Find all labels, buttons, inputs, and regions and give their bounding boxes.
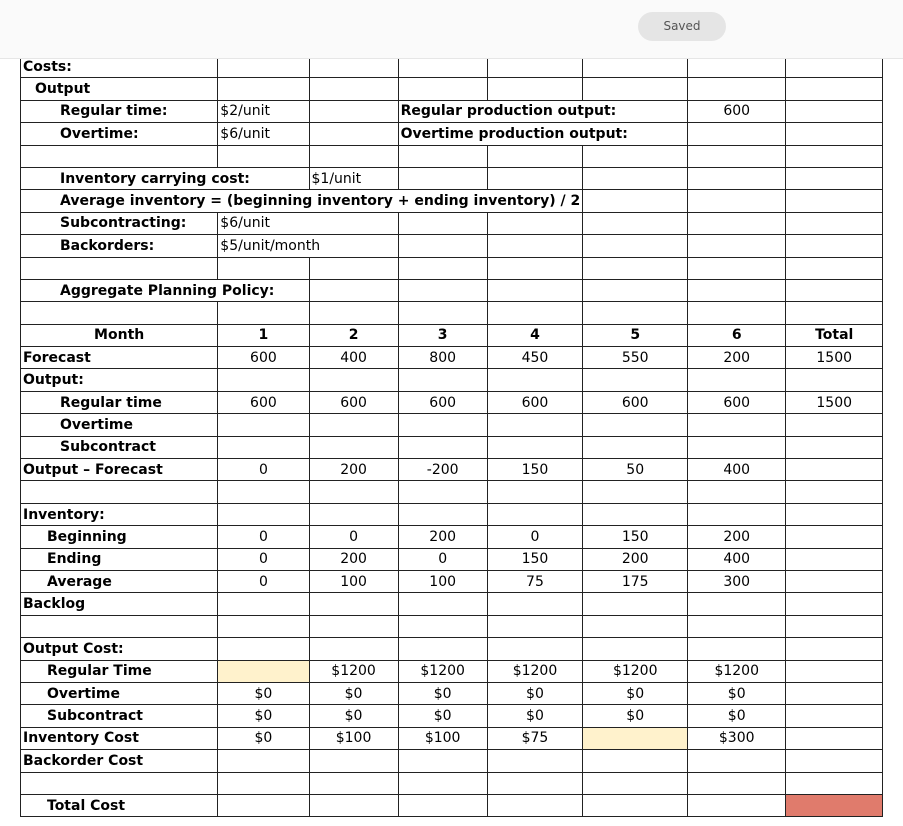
overtime-production-output-value[interactable] (688, 123, 786, 145)
subcontract-cost-cell[interactable]: $0 (398, 705, 487, 727)
inventory-cost-label: Inventory Cost (21, 727, 218, 749)
subcontract-cost-row (21, 705, 883, 727)
month-label: Month (21, 324, 218, 346)
overtime-row (21, 414, 883, 436)
month-3: 3 (398, 324, 487, 346)
average-inventory-formula: Average inventory = (beginning inventory + ending inventory) / 2 (21, 190, 583, 212)
forecast-cell[interactable]: 400 (309, 347, 398, 369)
average-cell[interactable]: 300 (688, 570, 786, 592)
regular-time-cell[interactable]: 600 (309, 391, 398, 413)
forecast-total[interactable]: 1500 (786, 347, 883, 369)
regular-time-label: Regular time (21, 391, 218, 413)
output-label: Output (21, 78, 218, 100)
forecast-cell[interactable]: 450 (487, 347, 583, 369)
month-5: 5 (583, 324, 688, 346)
beginning-cell[interactable]: 200 (688, 526, 786, 548)
output-minus-forecast-row (21, 459, 883, 481)
backlog-label: Backlog (21, 593, 218, 615)
regular-time-cost-label: Regular time: (21, 100, 218, 122)
total-cost-row (21, 794, 883, 816)
total-cost-cell[interactable] (786, 794, 883, 816)
subcontract-cost-cell[interactable]: $0 (688, 705, 786, 727)
regular-time-cost-row (21, 660, 883, 682)
regular-time-cell[interactable]: 600 (583, 391, 688, 413)
output-cost-label: Output Cost: (21, 638, 218, 660)
beginning-cell[interactable]: 200 (398, 526, 487, 548)
overtime-production-output-label: Overtime production output: (398, 123, 688, 145)
regular-time-cost-cell[interactable]: $1200 (583, 660, 688, 682)
output-minus-forecast-cell[interactable]: 200 (309, 459, 398, 481)
regular-time-total[interactable]: 1500 (786, 391, 883, 413)
regular-time-cost-cell[interactable]: $1200 (688, 660, 786, 682)
regular-time-cost-value[interactable]: $2/unit (218, 100, 309, 122)
top-bar (0, 0, 903, 59)
inventory-carrying-cost-label: Inventory carrying cost: (21, 167, 310, 189)
subcontract-row (21, 436, 883, 458)
regular-time-cost-cell-highlighted[interactable] (218, 660, 309, 682)
plan-output-label: Output: (21, 369, 218, 391)
forecast-cell[interactable]: 200 (688, 347, 786, 369)
total-label: Total (786, 324, 883, 346)
regular-time-cost-row-label: Regular Time (21, 660, 218, 682)
inventory-label: Inventory: (21, 503, 218, 525)
subcontract-cost-cell[interactable]: $0 (583, 705, 688, 727)
inventory-cost-cell[interactable]: $100 (398, 727, 487, 749)
inventory-cost-cell[interactable]: $0 (218, 727, 309, 749)
beginning-cell[interactable]: 0 (218, 526, 309, 548)
total-cost-label: Total Cost (21, 794, 218, 816)
forecast-cell[interactable]: 550 (583, 347, 688, 369)
beginning-cell[interactable]: 150 (583, 526, 688, 548)
subcontracting-label: Subcontracting: (21, 212, 218, 234)
forecast-row (21, 347, 883, 369)
ending-cell[interactable]: 150 (487, 548, 583, 570)
output-minus-forecast-cell[interactable]: 150 (487, 459, 583, 481)
average-cell[interactable]: 75 (487, 570, 583, 592)
regular-time-cell[interactable]: 600 (398, 391, 487, 413)
output-minus-forecast-label: Output – Forecast (21, 459, 218, 481)
beginning-cell[interactable]: 0 (309, 526, 398, 548)
overtime-cost-value[interactable]: $6/unit (218, 123, 309, 145)
subcontract-cost-cell[interactable]: $0 (309, 705, 398, 727)
beginning-inventory-row (21, 526, 883, 548)
month-4: 4 (487, 324, 583, 346)
average-cell[interactable]: 175 (583, 570, 688, 592)
ending-label: Ending (21, 548, 218, 570)
regular-time-row (21, 391, 883, 413)
overtime-cost-label: Overtime: (21, 123, 218, 145)
output-minus-forecast-cell[interactable]: 0 (218, 459, 309, 481)
backlog-row (21, 593, 883, 615)
overtime-cost-cell[interactable]: $0 (583, 682, 688, 704)
subcontract-cost-row-label: Subcontract (21, 705, 218, 727)
regular-time-cell[interactable]: 600 (487, 391, 583, 413)
overtime-cost-row (21, 682, 883, 704)
ending-cell[interactable]: 400 (688, 548, 786, 570)
output-minus-forecast-cell[interactable]: 400 (688, 459, 786, 481)
overtime-cost-cell[interactable]: $0 (398, 682, 487, 704)
forecast-cell[interactable]: 600 (218, 347, 309, 369)
overtime-cost-cell[interactable]: $0 (218, 682, 309, 704)
saved-status-badge: Saved (638, 12, 726, 41)
inventory-cost-cell[interactable]: $300 (688, 727, 786, 749)
average-cell[interactable]: 100 (309, 570, 398, 592)
inventory-cost-cell[interactable]: $75 (487, 727, 583, 749)
regular-production-output-label: Regular production output: (398, 100, 688, 122)
regular-time-cell[interactable]: 600 (688, 391, 786, 413)
backorders-value[interactable]: $5/unit/month (218, 235, 398, 257)
subcontract-cost-cell[interactable]: $0 (487, 705, 583, 727)
inventory-cost-cell[interactable]: $100 (309, 727, 398, 749)
overtime-cost-cell[interactable]: $0 (688, 682, 786, 704)
month-2: 2 (309, 324, 398, 346)
overtime-cost-cell[interactable]: $0 (487, 682, 583, 704)
month-1: 1 (218, 324, 309, 346)
subcontract-cost-cell[interactable]: $0 (218, 705, 309, 727)
forecast-label: Forecast (21, 347, 218, 369)
average-label: Average (21, 570, 218, 592)
beginning-cell[interactable]: 0 (487, 526, 583, 548)
overtime-label: Overtime (21, 414, 218, 436)
average-cell[interactable]: 0 (218, 570, 309, 592)
subcontract-label: Subcontract (21, 436, 218, 458)
inventory-cost-row (21, 727, 883, 749)
regular-production-output-value[interactable]: 600 (688, 100, 786, 122)
regular-time-cell[interactable]: 600 (218, 391, 309, 413)
output-minus-forecast-cell[interactable]: 50 (583, 459, 688, 481)
aggregate-planning-table (20, 59, 883, 817)
overtime-cost-row-label: Overtime (21, 682, 218, 704)
ending-cell[interactable]: 200 (309, 548, 398, 570)
aggregate-planning-policy-label: Aggregate Planning Policy: (21, 279, 310, 301)
output-minus-forecast-cell[interactable]: -200 (398, 459, 487, 481)
ending-cell[interactable]: 0 (218, 548, 309, 570)
regular-time-cost-cell[interactable]: $1200 (398, 660, 487, 682)
forecast-cell[interactable]: 800 (398, 347, 487, 369)
month-header-row (21, 324, 883, 346)
ending-cell[interactable]: 200 (583, 548, 688, 570)
backorder-cost-label: Backorder Cost (21, 750, 218, 772)
inventory-cost-cell-highlighted[interactable] (583, 727, 688, 749)
ending-inventory-row (21, 548, 883, 570)
inventory-carrying-cost-value[interactable]: $1/unit (309, 167, 398, 189)
average-inventory-row (21, 570, 883, 592)
ending-cell[interactable]: 0 (398, 548, 487, 570)
regular-time-cost-cell[interactable]: $1200 (309, 660, 398, 682)
average-cell[interactable]: 100 (398, 570, 487, 592)
regular-time-cost-cell[interactable]: $1200 (487, 660, 583, 682)
month-6: 6 (688, 324, 786, 346)
spreadsheet-area[interactable] (0, 59, 903, 826)
costs-title: Costs: (21, 59, 218, 78)
backorders-label: Backorders: (21, 235, 218, 257)
backorder-cost-row (21, 750, 883, 772)
overtime-cost-cell[interactable]: $0 (309, 682, 398, 704)
subcontracting-value[interactable]: $6/unit (218, 212, 398, 234)
beginning-label: Beginning (21, 526, 218, 548)
